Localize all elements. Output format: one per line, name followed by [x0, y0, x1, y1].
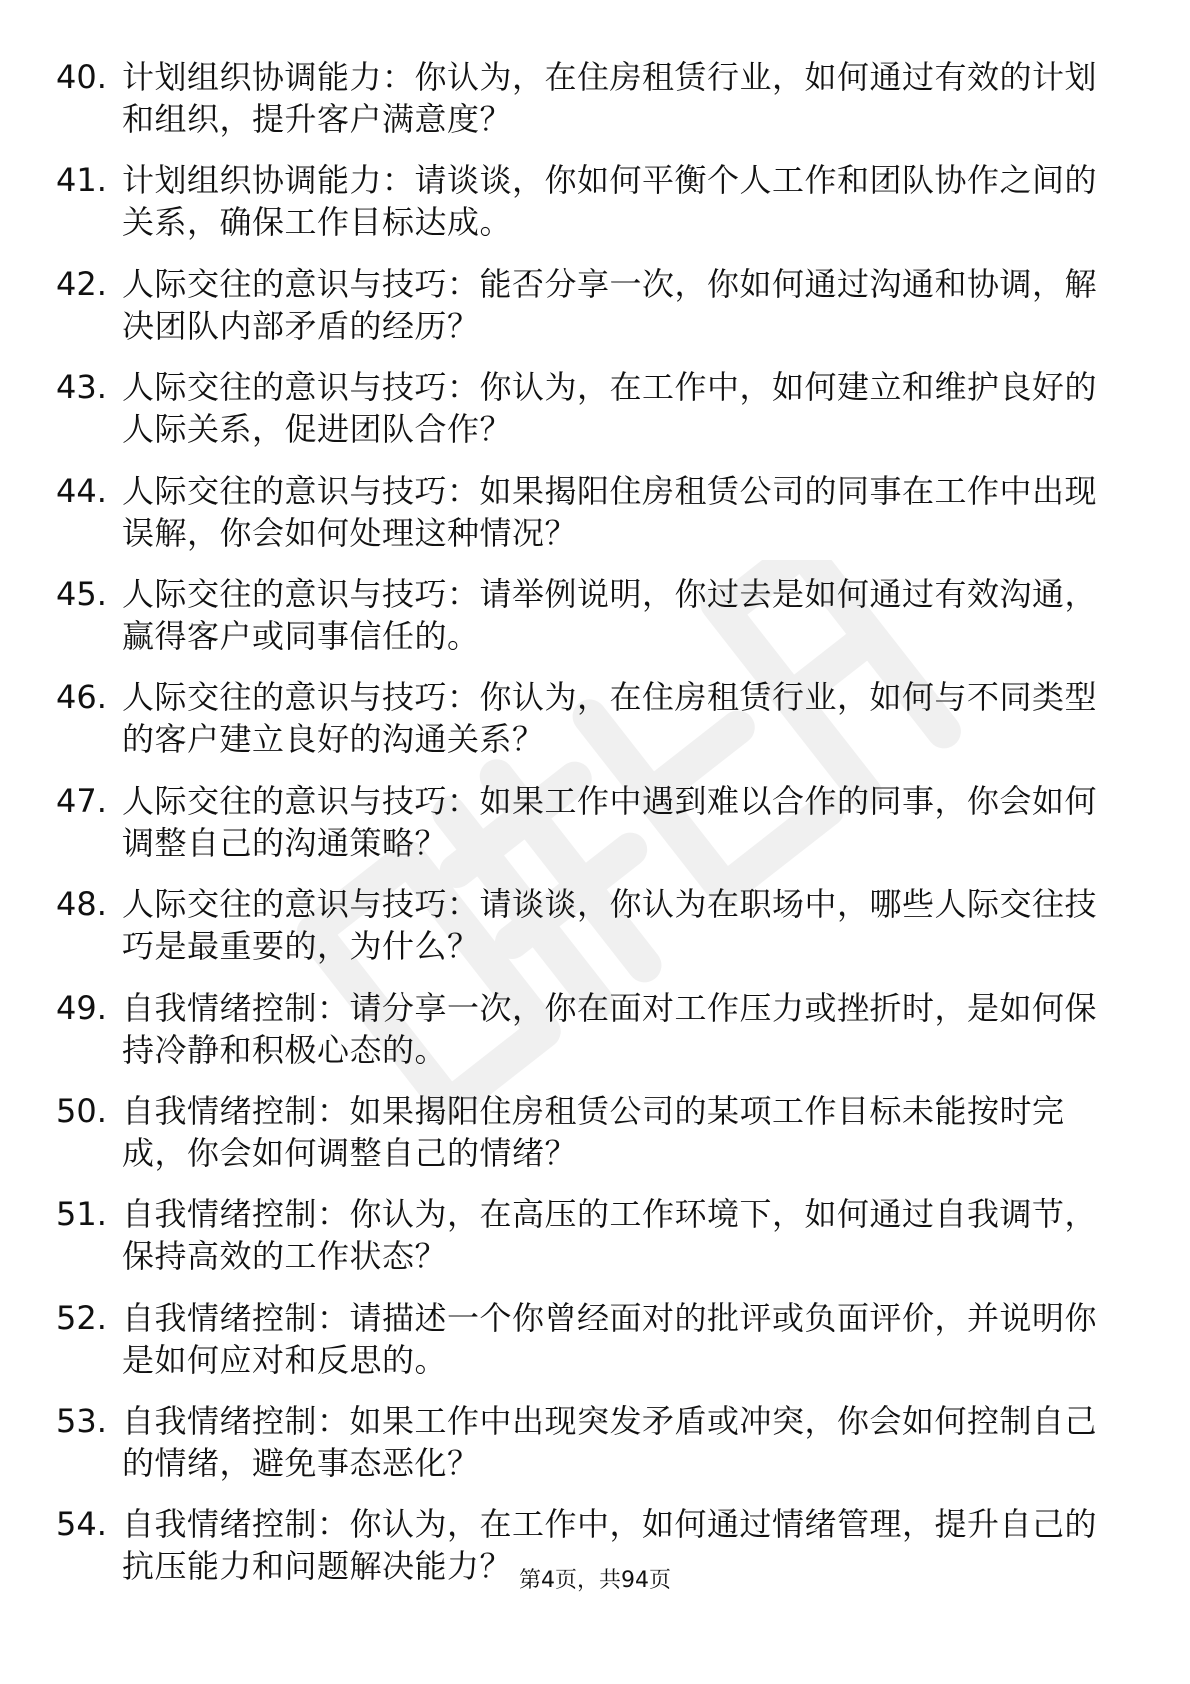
question-number: 50.: [56, 1091, 107, 1130]
question-text: 人际交往的意识与技巧：请举例说明，你过去是如何通过有效沟通，赢得客户或同事信任的。: [122, 574, 1098, 655]
question-number: 46.: [56, 678, 107, 717]
question-number: 47.: [56, 781, 107, 820]
question-text: 人际交往的意识与技巧：如果揭阳住房租赁公司的同事在工作中出现误解，你会如何处理这种情况？: [122, 471, 1098, 552]
question-number: 54.: [56, 1505, 107, 1544]
question-text: 人际交往的意识与技巧：你认为，在工作中，如何建立和维护良好的人际关系，促进团队合作？: [122, 368, 1098, 449]
question-number: 51.: [56, 1195, 107, 1234]
question-item: [56, 987, 1106, 1090]
question-number: 49.: [56, 988, 107, 1027]
question-item: [56, 1400, 1106, 1503]
question-text: 人际交往的意识与技巧：请谈谈，你认为在职场中，哪些人际交往技巧是最重要的，为什么？: [122, 885, 1098, 966]
question-text: 人际交往的意识与技巧：你认为，在住房租赁行业，如何与不同类型的客户建立良好的沟通关系？: [122, 678, 1098, 759]
question-text: 自我情绪控制：如果揭阳住房租赁公司的某项工作目标未能按时完成，你会如何调整自己的情绪？: [122, 1091, 1065, 1172]
question-number: 45.: [56, 574, 107, 613]
question-text: 自我情绪控制：你认为，在工作中，如何通过情绪管理，提升自己的抗压能力和问题解决能力？: [122, 1505, 1098, 1586]
question-text: 自我情绪控制：如果工作中出现突发矛盾或冲突，你会如何控制自己的情绪，避免事态恶化？: [122, 1402, 1098, 1483]
question-number: 48.: [56, 885, 107, 924]
question-item: [56, 780, 1106, 883]
question-number: 44.: [56, 471, 107, 510]
question-number: 40.: [56, 58, 107, 96]
question-item: [56, 883, 1106, 986]
question-item: [56, 1193, 1106, 1296]
question-number: 53.: [56, 1402, 107, 1441]
question-number: 42.: [56, 264, 107, 303]
question-text: 人际交往的意识与技巧：如果工作中遇到难以合作的同事，你会如何调整自己的沟通策略？: [122, 781, 1098, 862]
question-text: 自我情绪控制：你认为，在高压的工作环境下，如何通过自我调节，保持高效的工作状态？: [122, 1195, 1098, 1276]
question-number: 41.: [56, 161, 107, 200]
question-item: [56, 366, 1106, 469]
question-item: [56, 676, 1106, 779]
question-item: [56, 573, 1106, 676]
question-item: [56, 159, 1106, 262]
question-item: [56, 1297, 1106, 1400]
question-text: 计划组织协调能力：请谈谈，你如何平衡个人工作和团队协作之间的关系，确保工作目标达成。: [122, 161, 1098, 242]
question-item: [56, 56, 1106, 159]
question-text: 人际交往的意识与技巧：能否分享一次，你如何通过沟通和协调，解决团队内部矛盾的经历？: [122, 264, 1098, 345]
question-text: 计划组织协调能力：你认为，在住房租赁行业，如何通过有效的计划和组织，提升客户满意度？: [122, 58, 1098, 138]
question-list: [56, 56, 1106, 1607]
question-item: [56, 263, 1106, 366]
question-item: [56, 1090, 1106, 1193]
question-text: 自我情绪控制：请描述一个你曾经面对的批评或负面评价，并说明你是如何应对和反思的。: [122, 1298, 1098, 1379]
question-number: 52.: [56, 1298, 107, 1337]
question-text: 自我情绪控制：请分享一次，你在面对工作压力或挫折时，是如何保持冷静和积极心态的。: [122, 988, 1098, 1069]
question-number: 43.: [56, 368, 107, 407]
question-item: [56, 470, 1106, 573]
page-footer: 第4页，共94页: [519, 1568, 671, 1593]
